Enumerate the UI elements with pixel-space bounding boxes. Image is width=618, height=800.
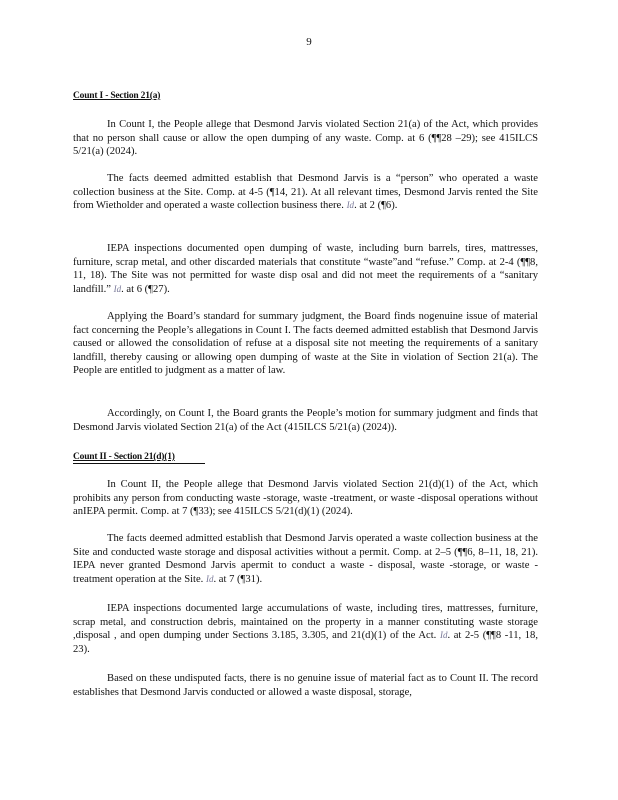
page-number: 9	[306, 36, 312, 48]
count-1-paragraph-5	[73, 407, 538, 434]
paragraph-text: IEPA inspections documented large accumulations of waste, including tires, mattresses, furniture, scrap metal, and construction debris, maintained on the property in a manner constituting waste storage ,disposal , and open dumping under Sections 3.185, 3.305, and 21(d)(1) of the Act. Id. at 2-5 (¶¶8 -11, 18, 23).	[73, 603, 539, 655]
paragraph-text: IEPA inspections documented open dumping of waste, including burn barrels, tires, mattresses, furniture, scrap metal, and other discarded materials that constitute “waste”and “refuse.” Comp. at 2-4 (¶¶8, 11, 18). The Site was not permitted for waste disp osal and did not meet the requirements of a “sanitary landfill.” Id. at 6 (¶27).	[73, 243, 538, 295]
count-1-paragraph-1	[73, 118, 538, 159]
paragraph-text: The facts deemed admitted establish that Desmond Jarvis operated a waste collection business at the Site and conducted waste storage and disposal activities without a permit. Comp. at 2–5 (¶¶6, 8–11, 18, 21). IEPA never granted Desmond Jarvis apermit to conduct a waste - disposal, waste -storage, or waste -treatment operation at the Site. Id. at 7 (¶31).	[73, 533, 538, 585]
heading-rule	[73, 463, 205, 464]
id-citation: Id	[439, 630, 448, 641]
count-1-paragraph-4	[73, 310, 538, 378]
count-2-paragraph-4	[73, 672, 538, 699]
count-2-paragraph-2	[73, 532, 538, 586]
paragraph-text: The facts deemed admitted establish that Desmond Jarvis is a “person” who operated a waste collection business at the Site. Comp. at 4-5 (¶14, 21). At all relevant times, Desmond Jarvis rented the Site from Wietholder and operated a waste collection business there. Id. at 2 (¶6).	[73, 173, 538, 212]
count-2-heading: Count II - Section 21(d)(1)	[73, 452, 175, 462]
paragraph-text: Accordingly, on Count I, the Board grants the People’s motion for summary judgment and finds that Desmond Jarvis violated Section 21(a) of the Act (415ILCS 5/21(a) (2024)).	[73, 408, 538, 433]
paragraph-text: In Count II, the People allege that Desmond Jarvis violated Section 21(d)(1) of the Act, which prohibits any person from conducting waste -storage, waste -treatment, or waste -disposal operations without anIEPA permit. Comp. at 7 (¶33); see 415ILCS 5/21(d)(1) (2024).	[73, 479, 538, 518]
count-2-paragraph-1	[73, 478, 538, 519]
id-citation: Id	[113, 283, 122, 294]
paragraph-text: Applying the Board’s standard for summary judgment, the Board finds nogenuine issue of material fact concerning the People’s allegations in Count I. The facts deemed admitted establish that Desmond Jarvis caused or allowed the consolidation of refuse at a disposal site not meeting the requirements of a sanitary landfill, thereby causing or allowing open dumping of waste at the Site in violation of Section 21(a). The People are entitled to judgment as a matter of law.	[73, 311, 538, 377]
count-1-paragraph-2	[73, 172, 538, 213]
paragraph-text: In Count I, the People allege that Desmond Jarvis violated Section 21(a) of the Act, which provides that no person shall cause or allow the open dumping of any waste. Comp. at 6 (¶¶28 –29); see 415ILCS 5/21(a) (2024).	[73, 119, 538, 158]
count-2-paragraph-3	[73, 602, 538, 656]
paragraph-text: Based on these undisputed facts, there is no genuine issue of material fact as to Count II. The record establishes that Desmond Jarvis conducted or allowed a waste disposal, storage,	[73, 673, 538, 698]
id-citation: Id	[346, 200, 355, 211]
id-citation: Id	[205, 573, 214, 584]
count-1-heading: Count I - Section 21(a)	[73, 91, 161, 101]
count-1-paragraph-3	[73, 242, 538, 296]
